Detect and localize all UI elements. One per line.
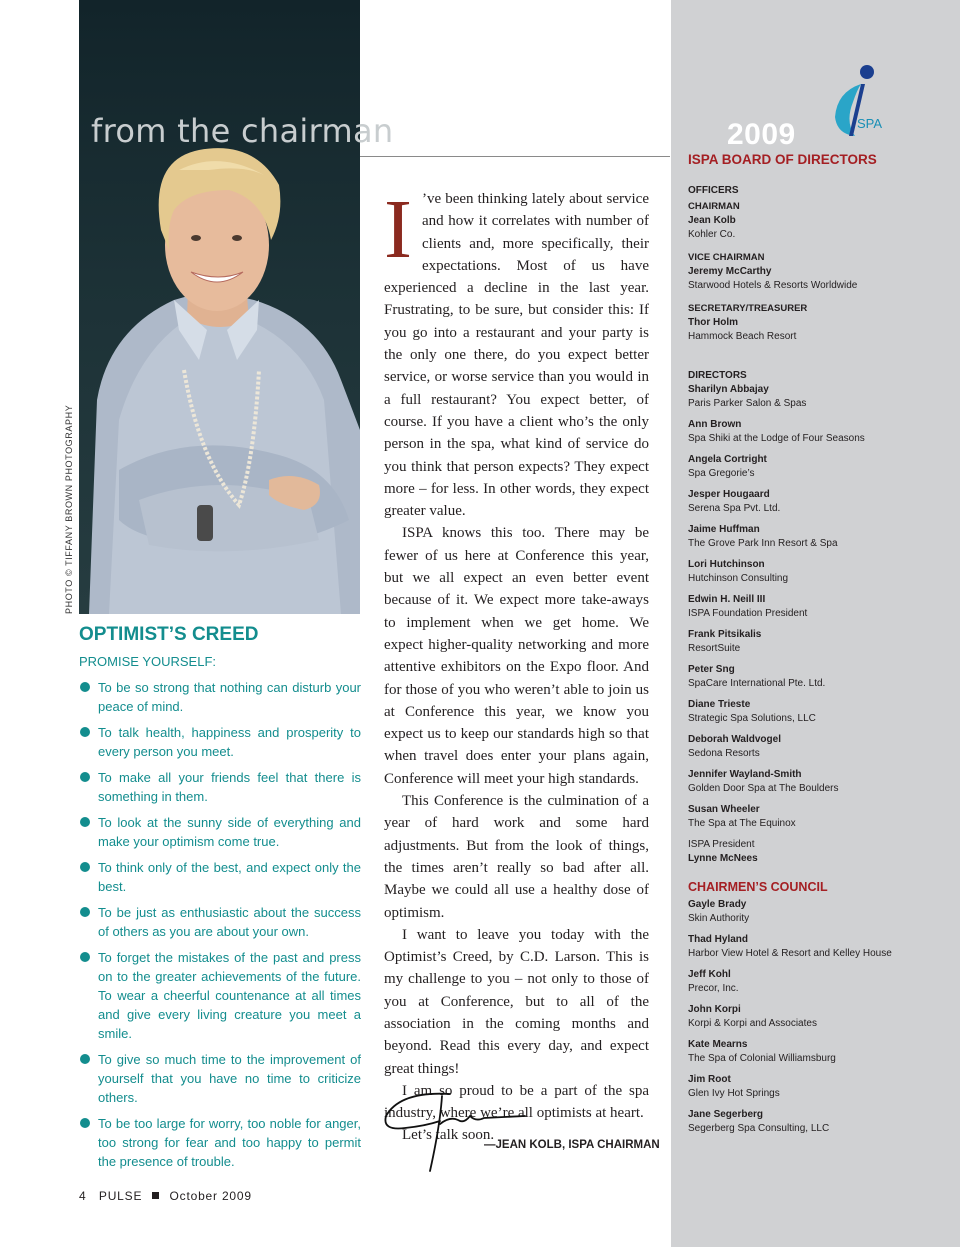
list-item	[688, 898, 953, 926]
person-organization: Precor, Inc.	[688, 983, 739, 994]
board-sidebar	[671, 0, 960, 1247]
person-organization: Starwood Hotels & Resorts Worldwide	[688, 280, 858, 291]
council-title: CHAIRMEN’S COUNCIL	[688, 880, 828, 894]
directors-label: DIRECTORS	[688, 370, 747, 381]
person-name: Jeremy McCarthy	[688, 266, 772, 277]
bullet-icon	[80, 772, 90, 782]
person-name: Diane Trieste	[688, 699, 751, 710]
person-name: Thor Holm	[688, 317, 738, 328]
header-rule	[360, 156, 670, 157]
person-name: Jaime Huffman	[688, 524, 760, 535]
person-organization: Spa Shiki at the Lodge of Four Seasons	[688, 433, 865, 444]
person-organization: Skin Authority	[688, 913, 750, 924]
person-organization: The Spa at The Equinox	[688, 818, 796, 829]
person-name: Lori Hutchinson	[688, 559, 765, 570]
bullet-icon	[80, 952, 90, 962]
list-item	[688, 1038, 953, 1066]
list-item: To look at the sunny side of everything and make your optimism come true.	[79, 813, 361, 851]
person-name: Sharilyn Abbajay	[688, 384, 769, 395]
person-name: Peter Sng	[688, 664, 735, 675]
person-name: Jennifer Wayland-Smith	[688, 769, 802, 780]
board-list	[688, 184, 953, 1143]
signoff: —JEAN KOLB, ISPA CHAIRMAN	[484, 1139, 660, 1151]
list-item	[688, 488, 953, 516]
list-item: ISPA President Lynne McNees	[688, 839, 758, 864]
person-name: Jesper Hougaard	[688, 489, 770, 500]
person-name: Gayle Brady	[688, 899, 747, 910]
list-item: To make all your friends feel that there is something in them.	[79, 768, 361, 806]
list-item: To forget the mistakes of the past and press on to the greater achievements of the future. To wear a cheerful countenance at all times and give every living creature you meet a smile.	[79, 948, 361, 1043]
portrait-illustration	[79, 0, 360, 614]
page-number: 4	[79, 1189, 87, 1203]
person-name: Susan Wheeler	[688, 804, 760, 815]
drop-cap: I	[384, 183, 412, 276]
person-organization: Kohler Co.	[688, 229, 736, 240]
square-separator-icon	[152, 1192, 159, 1199]
person-organization: Harbor View Hotel & Resort and Kelley House	[688, 948, 892, 959]
list-item: To be too large for worry, too noble for anger, too strong for fear and too happy to permit the presence of trouble.	[79, 1114, 361, 1171]
list-item	[688, 383, 953, 411]
person-name: Kate Mearns	[688, 1039, 748, 1050]
bullet-icon	[80, 1054, 90, 1064]
letter-paragraph: ISPA knows this too. There may be fewer of us here at Conference this year, but we all expect an even better event because of it. We expect more take-aways to implement when we get home. We expect higher-quality networking and more attentive exhibitors on the Expo floor. And for those of you who weren’t able to join us at Conference this year, we know you expect us to keep our standards high so that when travel does enter your plans again, Conference will meet your high standards.	[384, 525, 649, 787]
list-item	[688, 628, 953, 656]
person-name: Edwin H. Neill III	[688, 594, 766, 605]
person-name: Ann Brown	[688, 419, 742, 430]
list-item	[688, 1108, 953, 1136]
person-organization: The Grove Park Inn Resort & Spa	[688, 538, 838, 549]
chairman-letter	[384, 183, 649, 1147]
photo-credit: PHOTO © TIFFANY BROWN PHOTOGRAPHY	[64, 404, 74, 614]
bullet-icon	[80, 862, 90, 872]
person-organization: Spa Gregorie’s	[688, 468, 755, 479]
bullet-icon	[80, 682, 90, 692]
page-footer	[79, 1189, 252, 1203]
list-item: To give so much time to the improvement of yourself that you have no time to criticize others.	[79, 1050, 361, 1107]
person-name: Thad Hyland	[688, 934, 749, 945]
list-item	[688, 302, 953, 344]
letter-paragraph: Let’s talk soon.	[402, 1127, 495, 1144]
list-item	[688, 200, 953, 242]
person-organization: Strategic Spa Solutions, LLC	[688, 713, 816, 724]
person-name: Frank Pitsikalis	[688, 629, 762, 640]
board-year: 2009	[727, 118, 796, 151]
person-organization: ResortSuite	[688, 643, 741, 654]
bullet-icon	[80, 1118, 90, 1128]
letter-paragraph: I ’ve been thinking lately about service and how it correlates with number of clients and, more specifically, their expectations. Most of us have experienced a decline in the last year. Frustrating, to be sure, but consider this: If you go into a restaurant and your party is the only one there, do you expect better service, or worse service than you would in a full restaurant? You expect better, of course. If you have a client who’s the only person in the spa, what kind of service do you think that person expects? They expect more – for less. In other words, they expect greater value.	[384, 183, 649, 520]
officers-label: OFFICERS	[688, 185, 739, 196]
list-item: To think only of the best, and expect only the best.	[79, 858, 361, 896]
list-item	[688, 698, 953, 726]
list-item	[688, 558, 953, 586]
person-organization: Glen Ivy Hot Springs	[688, 1088, 780, 1099]
creed-title: OPTIMIST’S CREED	[79, 624, 259, 645]
creed-list	[79, 678, 361, 1178]
letter-paragraph: I want to leave you today with the Optimist’s Creed, by C.D. Larson. This is my challenge to you – not only to those of you at Conference, but to all of the association in the coming months and beyond. Read this every day, and expect great things!	[384, 926, 649, 1077]
officer-role: VICE CHAIRMAN	[688, 252, 765, 263]
bullet-icon	[80, 727, 90, 737]
person-organization: Paris Parker Salon & Spas	[688, 398, 807, 409]
bullet-icon	[80, 907, 90, 917]
creed-subtitle: PROMISE YOURSELF:	[79, 654, 217, 669]
list-item	[688, 418, 953, 446]
person-name: Angela Cortright	[688, 454, 767, 465]
person-name: Deborah Waldvogel	[688, 734, 781, 745]
section-title: from the chairman	[91, 112, 394, 150]
person-organization: SpaCare International Pte. Ltd.	[688, 678, 826, 689]
publication-name: PULSE	[98, 1189, 143, 1203]
list-item	[688, 933, 953, 961]
issue-date: October 2009	[169, 1189, 252, 1203]
officer-role: CHAIRMAN	[688, 201, 740, 212]
list-item	[688, 968, 953, 996]
ispa-logo-icon	[831, 62, 891, 142]
list-item	[688, 1073, 953, 1101]
chairman-photo	[79, 0, 360, 614]
person-name: Jean Kolb	[688, 215, 736, 226]
list-item	[688, 453, 953, 481]
list-item: To be just as enthusiastic about the success of others as you are about your own.	[79, 903, 361, 941]
person-organization: Korpi & Korpi and Associates	[688, 1018, 817, 1029]
list-item: To be so strong that nothing can disturb your peace of mind.	[79, 678, 361, 716]
bullet-icon	[80, 817, 90, 827]
list-item	[688, 733, 953, 761]
svg-text:SPA: SPA	[857, 116, 883, 131]
person-name: John Korpi	[688, 1004, 741, 1015]
list-item	[688, 523, 953, 551]
person-organization: The Spa of Colonial Williamsburg	[688, 1053, 836, 1064]
person-organization: Sedona Resorts	[688, 748, 760, 759]
list-item	[688, 768, 953, 796]
list-item	[688, 663, 953, 691]
list-item	[688, 1003, 953, 1031]
officer-role: SECRETARY/TREASURER	[688, 303, 808, 314]
letter-paragraph: I am so proud to be a part of the spa industry, where we’re all optimists at heart.	[384, 1082, 649, 1122]
person-organization: Segerberg Spa Consulting, LLC	[688, 1123, 830, 1134]
letter-paragraph: This Conference is the culmination of a year of hard work and some hard adjustments. But from the look of things, the times aren’t really so bad after all. Maybe we could all use a healthy dose of optimism.	[384, 793, 649, 921]
person-name: Jeff Kohl	[688, 969, 731, 980]
person-organization: Golden Door Spa at The Boulders	[688, 783, 839, 794]
list-item	[688, 251, 953, 293]
person-organization: ISPA Foundation President	[688, 608, 808, 619]
board-title: ISPA BOARD OF DIRECTORS	[688, 152, 877, 167]
person-name: Jane Segerberg	[688, 1109, 764, 1120]
list-item: To talk health, happiness and prosperity to every person you meet.	[79, 723, 361, 761]
list-item	[688, 803, 953, 831]
person-name: Jim Root	[688, 1074, 731, 1085]
person-organization: Hammock Beach Resort	[688, 331, 797, 342]
list-item	[688, 593, 953, 621]
person-organization: Serena Spa Pvt. Ltd.	[688, 503, 781, 514]
person-organization: Hutchinson Consulting	[688, 573, 789, 584]
signature-icon	[380, 1086, 530, 1176]
